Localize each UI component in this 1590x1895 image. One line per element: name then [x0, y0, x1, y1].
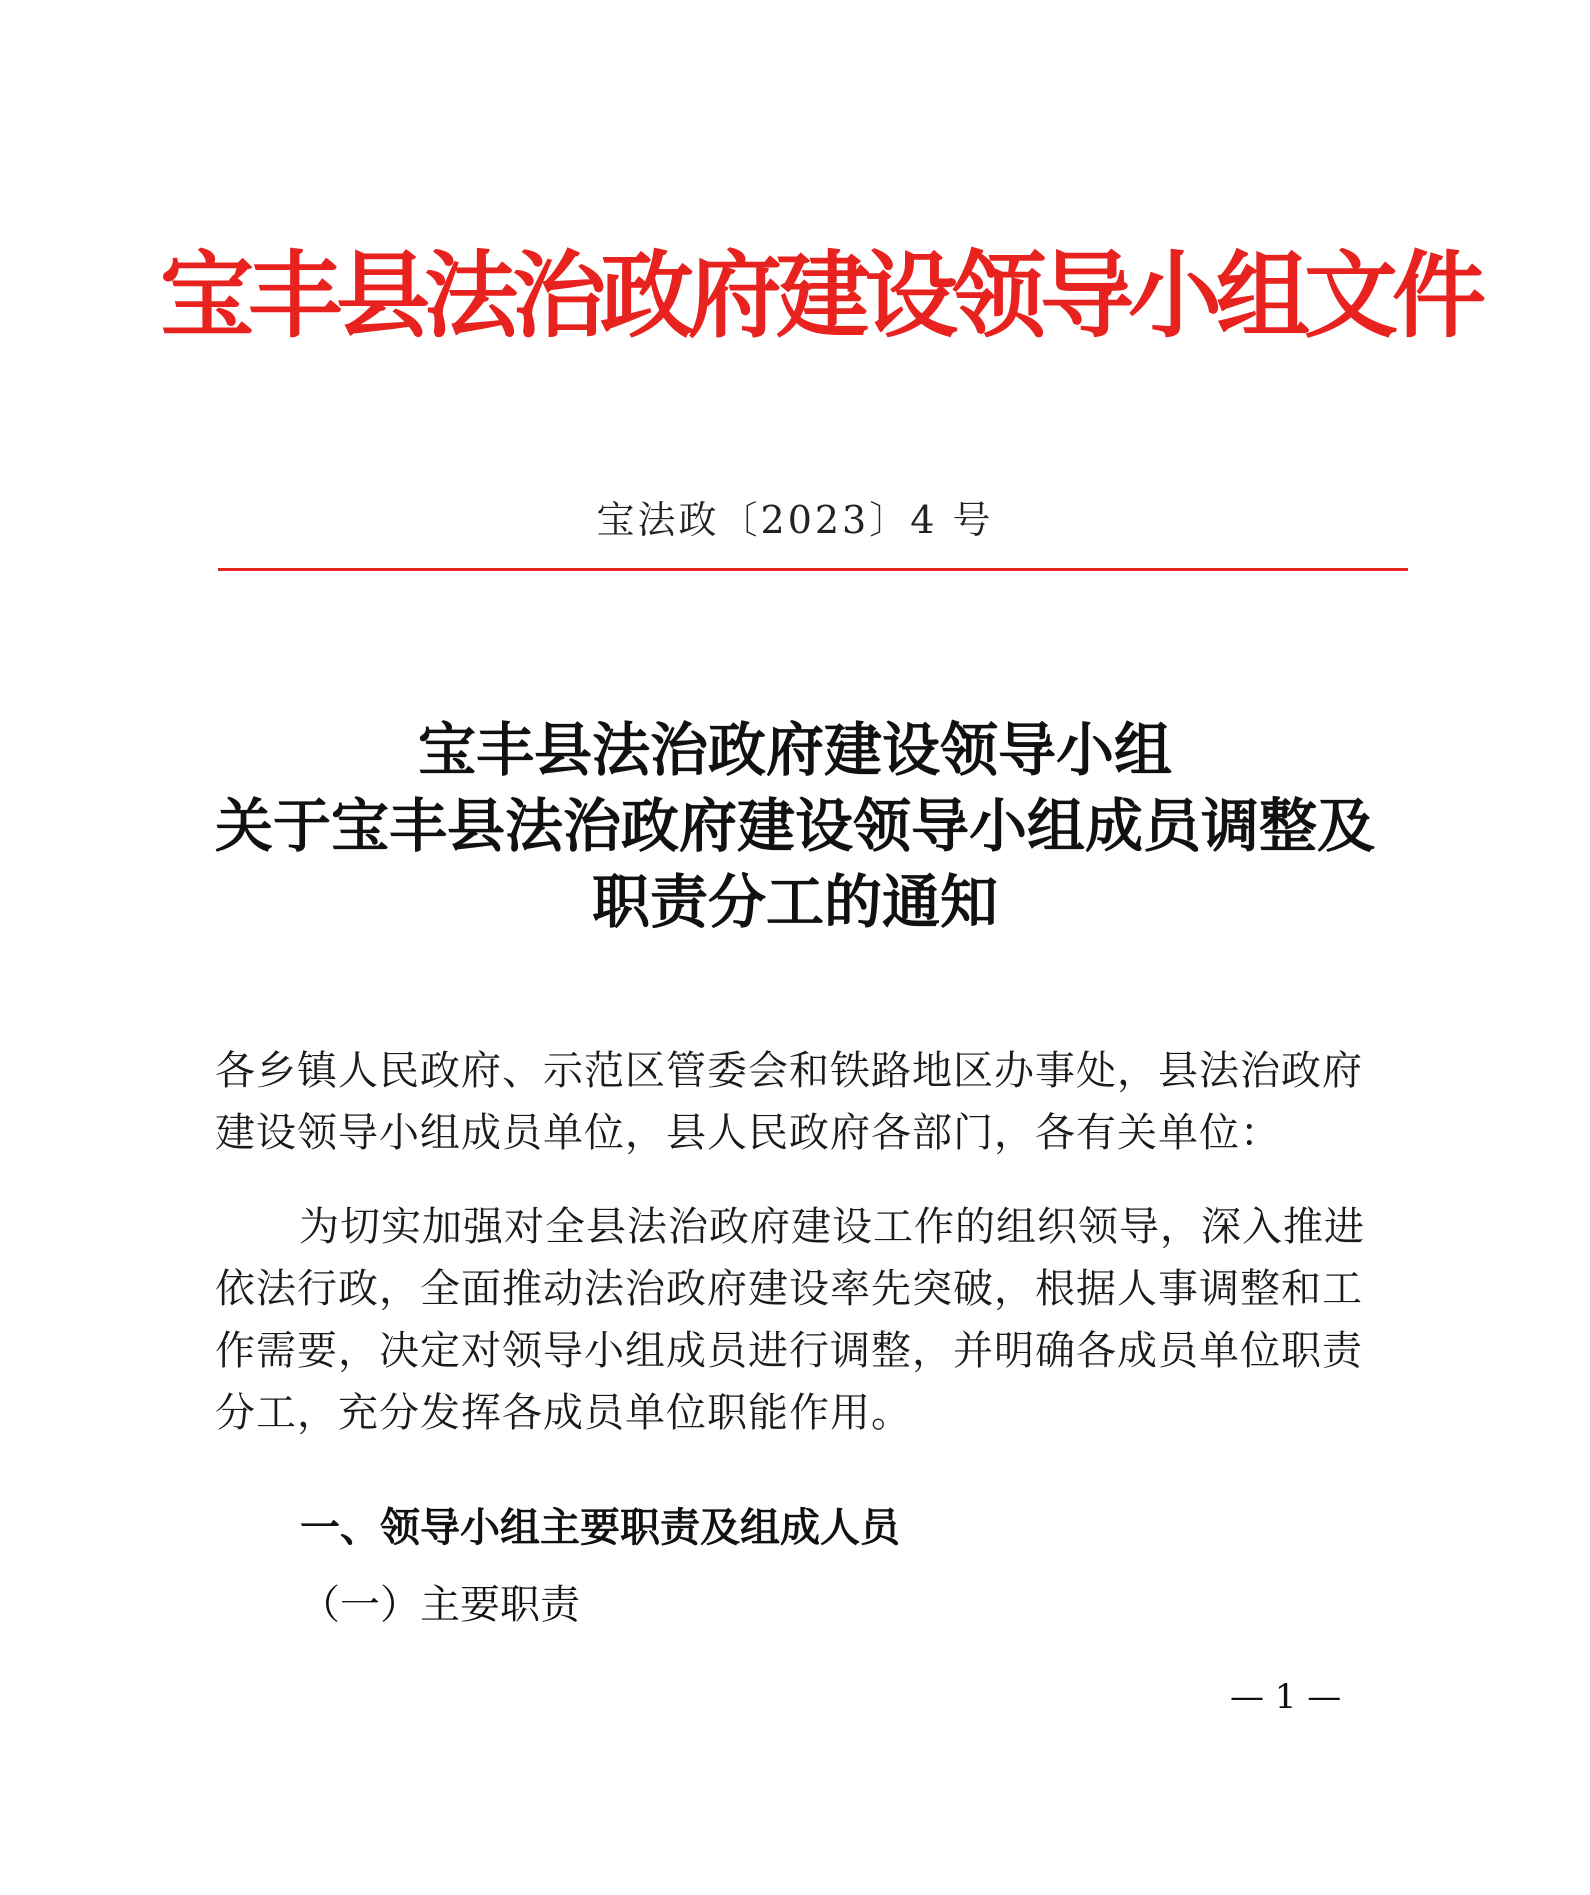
subsection-heading: （一）主要职责 [300, 1582, 580, 1628]
issuing-organ-title: 宝丰县法治政府建设领导小组文件 [160, 242, 1481, 351]
document-title [200, 712, 1390, 940]
recipients-line: 建设领导小组成员单位，县人民政府各部门，各有关单位： [215, 1110, 1281, 1156]
red-separator-line [218, 568, 1408, 571]
recipients-block [215, 1040, 1405, 1164]
title-line: 宝丰县法治政府建设领导小组 [417, 716, 1172, 784]
document-number: 宝法政〔2023〕4 号 [596, 498, 994, 542]
section-heading: 一、领导小组主要职责及组成人员 [300, 1505, 900, 1551]
title-line: 职责分工的通知 [591, 868, 998, 936]
page-number: — 1 — [1230, 1677, 1342, 1717]
recipients-line: 各乡镇人民政府、示范区管委会和铁路地区办事处，县法治政府 [215, 1048, 1363, 1094]
paragraph-line: 依法行政，全面推动法治政府建设率先突破，根据人事调整和工 [215, 1266, 1363, 1312]
paragraph-line: 为切实加强对全县法治政府建设工作的组织领导，深入推进 [299, 1204, 1365, 1250]
paragraph-line: 作需要，决定对领导小组成员进行调整，并明确各成员单位职责 [215, 1328, 1363, 1374]
title-line: 关于宝丰县法治政府建设领导小组成员调整及 [214, 792, 1375, 860]
body-paragraph [215, 1196, 1405, 1444]
paragraph-line: 分工，充分发挥各成员单位职能作用。 [215, 1390, 912, 1436]
